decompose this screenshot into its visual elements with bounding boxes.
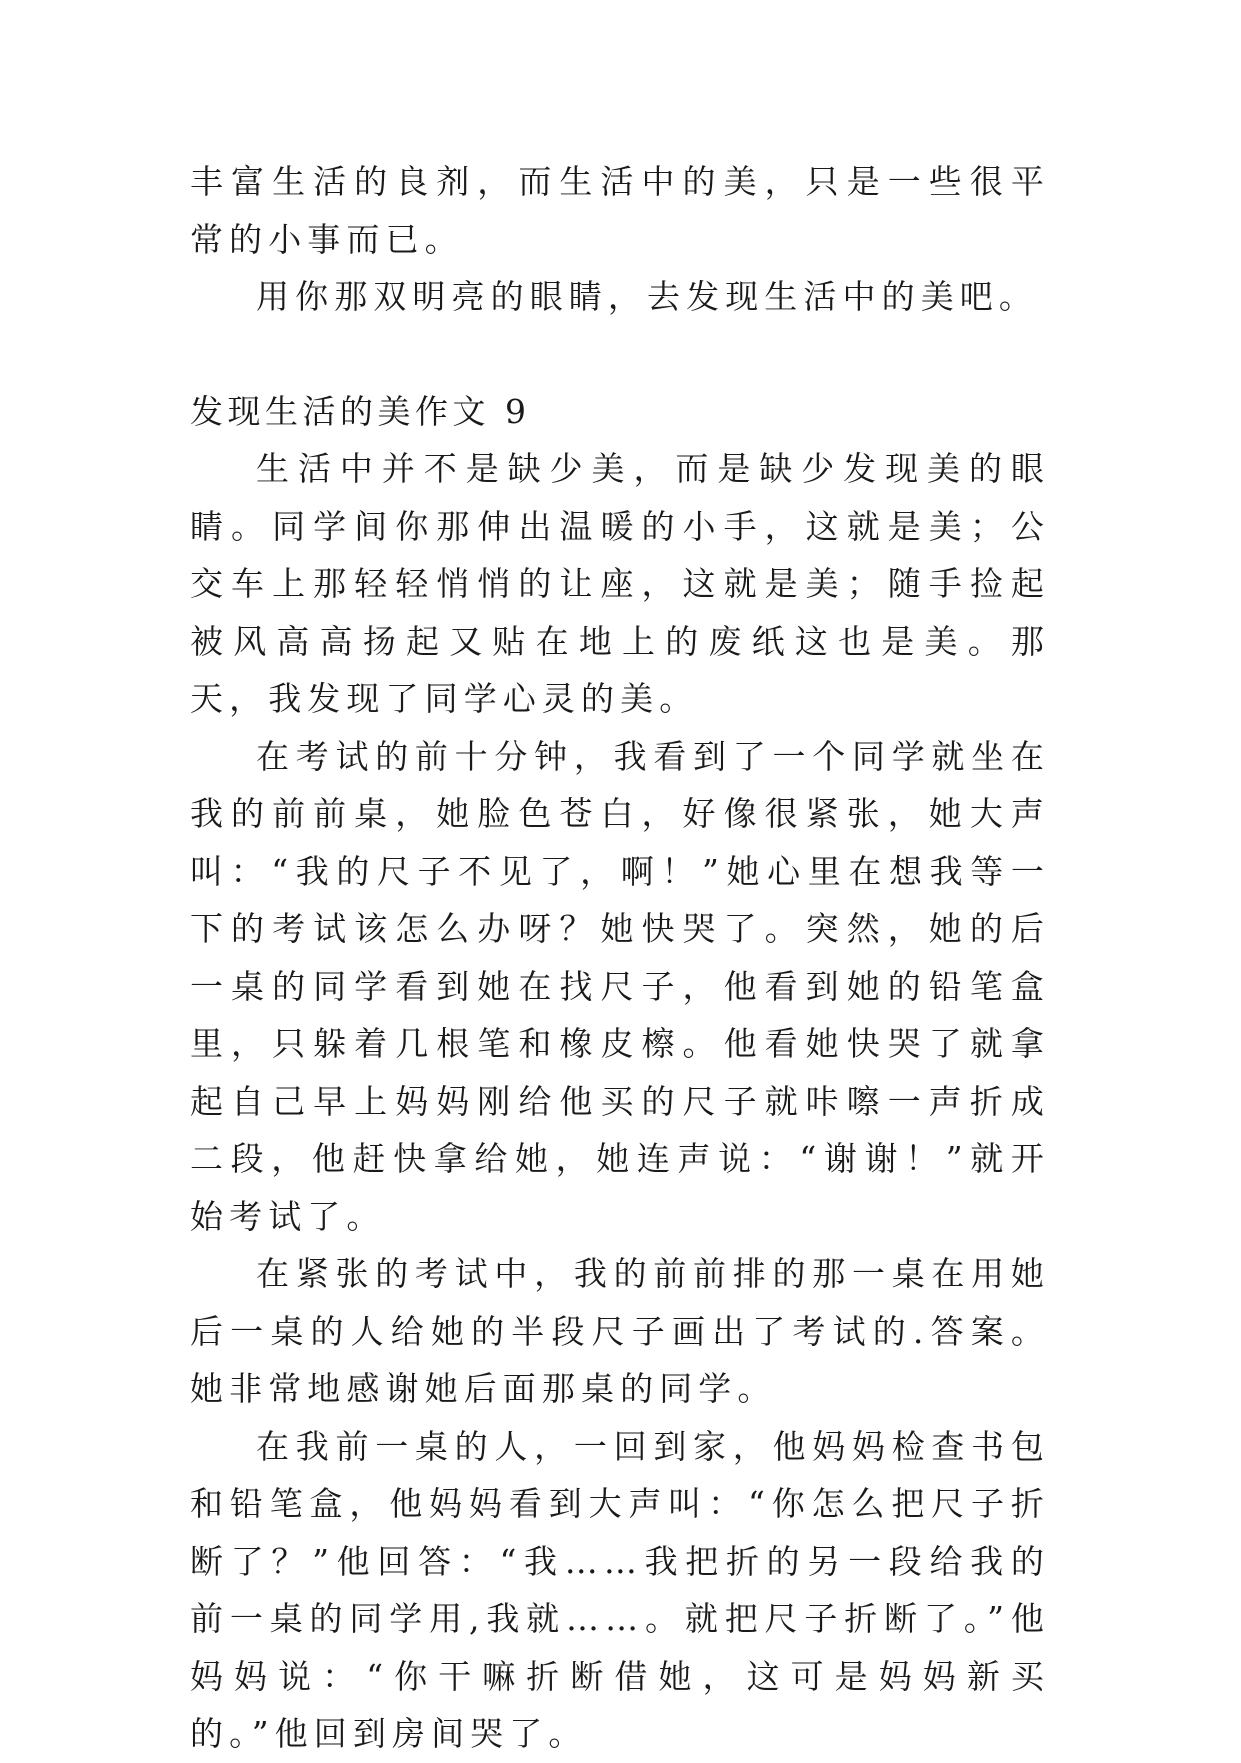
section-gap bbox=[190, 326, 1050, 383]
body-paragraph: 在考试的前十分钟，我看到了一个同学就坐在我的前前桌，她脸色苍白，好像很紧张，她大声叫：“我的尺子不见了，啊！”她心里在想我等一下的考试该怎么办呀？她快哭了。突然，她的后一桌的同学看到她在找尺子，他看到她的铅笔盒里，只躲着几根笔和橡皮檫。他看她快哭了就拿起自己早上妈妈刚给他买的尺子就咔嚓一声折成二段，他赶快拿给她，她连声说：“谢谢！”就开始考试了。 bbox=[190, 736, 1050, 1236]
essay-heading: 发现生活的美作文 9 bbox=[190, 391, 531, 431]
closing-paragraph: 用你那双明亮的眼睛，去发现生活中的美吧。 bbox=[256, 277, 1038, 316]
document-page bbox=[190, 153, 1050, 1763]
body-paragraph: 在我前一桌的人，一回到家，他妈妈检查书包和铅笔盒，他妈妈看到大声叫：“你怎么把尺子折断了？”他回答：“我……我把折的另一段给我的前一桌的同学用,我就……。就把尺子折断了。”他妈妈说：“你干嘛折断借她，这可是妈妈新买的。”他回到房间哭了。 bbox=[190, 1426, 1050, 1753]
body-paragraph: 生活中并不是缺少美，而是缺少发现美的眼睛。同学间你那伸出温暖的小手，这就是美；公交车上那轻轻悄悄的让座，这就是美；随手捡起被风高高扬起又贴在地上的废纸这也是美。那天，我发现了同学心灵的美。 bbox=[190, 449, 1050, 718]
body-paragraph: 在紧张的考试中，我的前前排的那一桌在用她后一桌的人给她的半段尺子画出了考试的.答案。她非常地感谢她后面那桌的同学。 bbox=[190, 1254, 1050, 1408]
continuation-paragraph: 丰富生活的良剂，而生活中的美，只是一些很平常的小事而已。 bbox=[190, 162, 1050, 259]
